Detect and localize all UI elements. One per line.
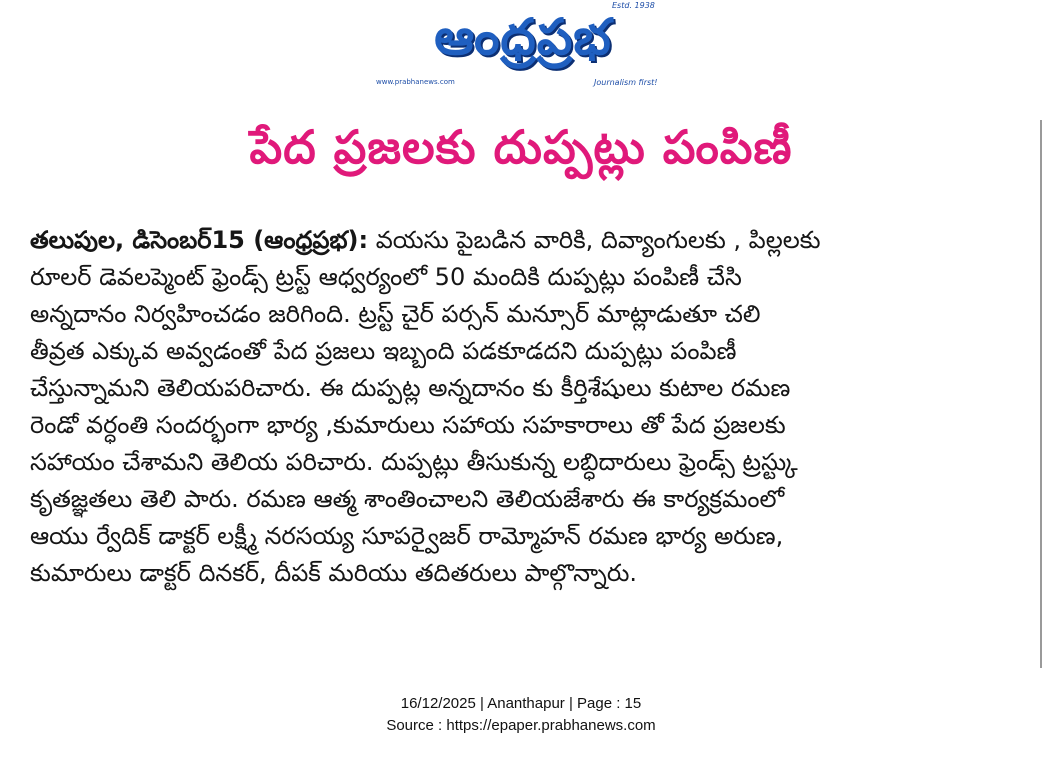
article-line: రూలర్ డెవలప్మెంట్ ఫ్రెండ్స్ ట్రస్ట్ ఆధ్వర్యంలో 50 మందికి దుప్పట్లు పంపిణీ చేసి [30, 263, 742, 291]
article-line [30, 222, 990, 259]
article-line: కృతజ్ఞతలు తెలి పారు. రమణ ఆత్మ శాంతించాలని తెలియజేశారు ఈ కార్యక్రమంలో [30, 485, 785, 513]
article-line: రెండో వర్ధంతి సందర్భంగా భార్య ,కుమారులు సహాయ సహకారాలు తో పేద ప్రజలకు [30, 411, 786, 439]
article-line: అన్నదానం నిర్వహించడం జరిగింది. ట్రస్ట్ చైర్ పర్సన్ మన్సూర్ మాట్లాడుతూ చలి [30, 300, 761, 328]
footer-source-link[interactable]: Source : https://epaper.prabhanews.com [386, 717, 656, 734]
page-footer [0, 693, 1042, 737]
article-line-1-text: వయసు పైబడిన వారికి, దివ్యాంగులకు , పిల్లలకు [375, 226, 821, 254]
footer-date-edition: 16/12/2025 | Ananthapur | Page : 15 [400, 695, 642, 712]
masthead-website: www.prabhanews.com [376, 78, 455, 86]
masthead-tagline: Journalism first! [594, 78, 658, 87]
article-headline: పేద ప్రజలకు దుప్పట్లు పంపిణీ [249, 120, 793, 174]
article-line: తీవ్రత ఎక్కువ అవ్వడంతో పేద ప్రజలు ఇబ్బంది పడకూడదని దుప్పట్లు పంపిణీ [30, 337, 737, 365]
newspaper-logo: ఆంధ్రప్రభ [434, 7, 612, 66]
article-line: చేస్తున్నామని తెలియపరిచారు. ఈ దుప్పట్ల అన్నదానం కు కీర్తిశేషులు కుటాల రమణ [30, 374, 791, 402]
article-dateline: తలుపుల, డిసెంబర్15 (ఆంధ్రప్రభ): [30, 226, 369, 254]
masthead-estd: Estd. 1938 [612, 1, 655, 10]
article-line: కుమారులు డాక్టర్ దినకర్, దీపక్ మరియు తదితరులు పాల్గొన్నారు. [30, 559, 638, 587]
article-line: సహాయం చేశామని తెలియ పరిచారు. దుప్పట్లు తీసుకున్న లబ్ధిదారులు ఫ్రెండ్స్ ట్రస్ట్కు [30, 448, 798, 476]
article-body [30, 222, 990, 592]
article-line: ఆయు ర్వేదిక్ డాక్టర్ లక్ష్మీ నరసయ్య సూపర్వైజర్ రామ్మోహన్ రమణ భార్య అరుణ, [30, 522, 784, 550]
